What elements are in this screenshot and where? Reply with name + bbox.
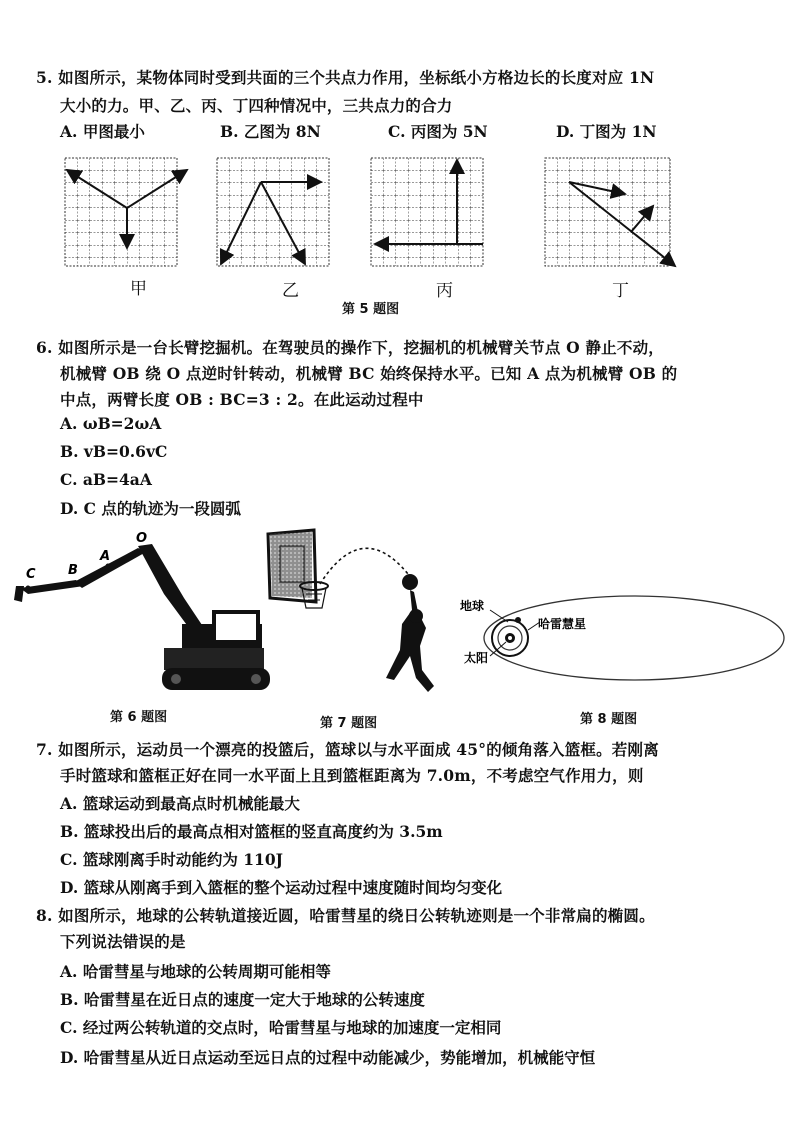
- q7-option-b: B. 篮球投出后的最高点相对篮框的竖直高度约为 3.5m: [60, 822, 443, 841]
- point-label-c: C: [26, 567, 36, 582]
- q5-option-c: C. 丙图为 5N: [388, 122, 488, 141]
- point-label-o: O: [136, 531, 148, 546]
- label-sun: 太阳: [464, 651, 489, 665]
- grid-label-yi: 乙: [282, 281, 299, 301]
- grid-label-ding: 丁: [612, 281, 629, 301]
- q6-option-d: D. C 点的轨迹为一段圆弧: [60, 499, 241, 518]
- q5-stem-line1: 5. 如图所示，某物体同时受到共面的三个共点力作用，坐标纸小方格边长的长度对应 1N: [36, 68, 655, 87]
- q7-option-a: A. 篮球运动到最高点时机械能最大: [60, 794, 300, 813]
- q6-excavator-figure: [14, 528, 276, 708]
- q6-stem-line2: 机械臂 OB 绕 O 点逆时针转动，机械臂 BC 始终保持水平。已知 A 点为机械臂 OB 的: [60, 364, 678, 383]
- q5-option-a: A. 甲图最小: [60, 122, 145, 141]
- q7-stem-line1: 7. 如图所示，运动员一个漂亮的投篮后，篮球以与水平面成 45°的倾角落入篮框。若刚离: [36, 740, 659, 759]
- q7-option-d: D. 篮球从刚离手到入篮框的整个运动过程中速度随时间均匀变化: [60, 878, 503, 897]
- q6-caption: 第 6 题图: [110, 710, 168, 725]
- grid-ding: [545, 158, 675, 266]
- q8-stem-line2: 下列说法错误的是: [60, 932, 186, 951]
- q7-stem-line2: 手时篮球和篮框正好在同一水平面上且到篮框距离为 7.0m，不考虑空气作用力，则: [60, 766, 644, 785]
- q6-stem-line1: 6. 如图所示是一台长臂挖掘机。在驾驶员的操作下，挖掘机的机械臂关节点 O 静止不动，: [36, 338, 664, 357]
- q8-option-b: B. 哈雷彗星在近日点的速度一定大于地球的公转速度: [60, 990, 425, 1009]
- q5-force-grids: [55, 148, 715, 276]
- point-label-a: A: [100, 549, 111, 564]
- q6-option-a: A. ωB=2ωA: [60, 414, 162, 433]
- grid-label-bing: 丙: [436, 281, 453, 301]
- q5-stem-line2: 大小的力。甲、乙、丙、丁四种情况中，三共点力的合力: [60, 96, 453, 115]
- q6-option-b: B. vB=0.6vC: [60, 442, 168, 461]
- grid-bing: [371, 158, 483, 266]
- q8-option-c: C. 经过两公转轨道的交点时，哈雷彗星与地球的加速度一定相同: [60, 1018, 502, 1037]
- q6-stem-line3: 中点，两臂长度 OB : BC=3 : 2。在此运动过程中: [60, 390, 424, 409]
- q5-caption: 第 5 题图: [342, 302, 400, 317]
- grid-yi: [217, 158, 329, 266]
- q8-orbit-figure: [446, 580, 788, 700]
- q7-caption: 第 7 题图: [320, 716, 378, 731]
- q5-option-d: D. 丁图为 1N: [556, 122, 657, 141]
- q8-option-a: A. 哈雷彗星与地球的公转周期可能相等: [60, 962, 331, 981]
- q8-caption: 第 8 题图: [580, 712, 638, 727]
- q7-option-c: C. 篮球刚离手时动能约为 110J: [60, 850, 283, 869]
- q5-option-b: B. 乙图为 8N: [220, 122, 321, 141]
- grid-label-jia: 甲: [130, 279, 147, 299]
- q7-basketball-figure: [262, 528, 452, 718]
- grid-jia: [65, 158, 187, 266]
- label-comet: 哈雷慧星: [538, 617, 587, 631]
- point-label-b: B: [68, 563, 78, 578]
- q8-option-d: D. 哈雷彗星从近日点运动至远日点的过程中动能减少，势能增加，机械能守恒: [60, 1048, 596, 1067]
- q6-option-c: C. aB=4aA: [60, 470, 152, 489]
- label-earth: 地球: [460, 599, 485, 613]
- q8-stem-line1: 8. 如图所示，地球的公转轨道接近圆，哈雷彗星的绕日公转轨迹则是一个非常扁的椭圆。: [36, 906, 655, 925]
